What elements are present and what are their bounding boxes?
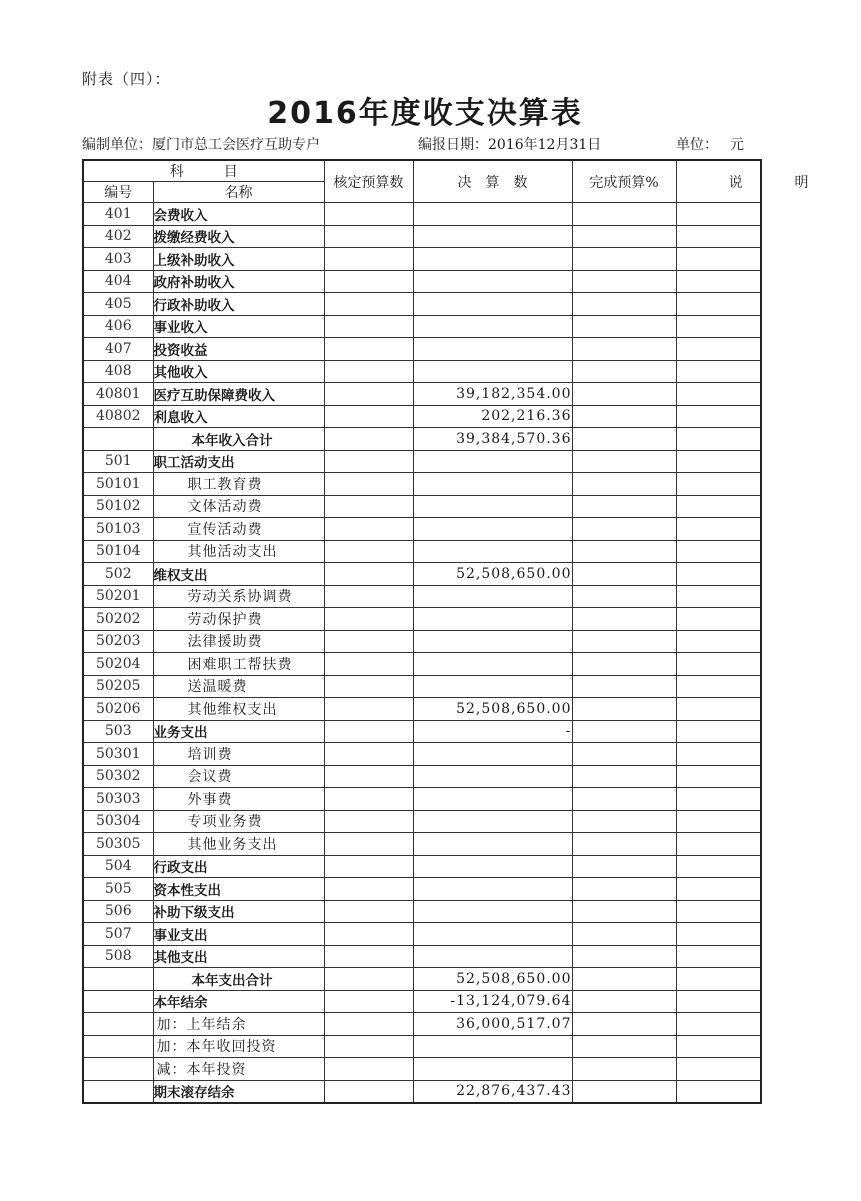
row-completion <box>572 833 676 856</box>
row-note <box>676 540 761 563</box>
row-final-amount: - <box>413 720 572 743</box>
row-note <box>676 563 761 586</box>
row-approved-budget <box>324 450 413 473</box>
table-row <box>83 405 761 428</box>
table-row <box>83 698 761 721</box>
row-code: 50203 <box>83 630 153 653</box>
row-code: 50206 <box>83 698 153 721</box>
table-row <box>83 968 761 991</box>
row-completion <box>572 383 676 406</box>
row-name: 外事费 <box>153 788 324 811</box>
row-final-amount <box>413 630 572 653</box>
row-final-amount <box>413 1058 572 1081</box>
row-code <box>83 1080 153 1103</box>
row-final-amount <box>413 315 572 338</box>
row-name: 政府补助收入 <box>153 270 324 293</box>
row-name: 加：本年收回投资 <box>153 1035 324 1058</box>
row-final-amount <box>413 855 572 878</box>
compiling-unit: 编制单位：厦门市总工会医疗互助专户 <box>82 137 320 153</box>
row-final-amount: 36,000,517.07 <box>413 1013 572 1036</box>
row-name: 行政支出 <box>153 855 324 878</box>
row-note <box>676 405 761 428</box>
row-note <box>676 788 761 811</box>
row-final-amount <box>413 360 572 383</box>
row-completion <box>572 855 676 878</box>
row-final-amount: 22,876,437.43 <box>413 1080 572 1103</box>
row-code: 405 <box>83 293 153 316</box>
row-completion <box>572 293 676 316</box>
row-final-amount <box>413 225 572 248</box>
table-row <box>83 675 761 698</box>
row-completion <box>572 630 676 653</box>
row-final-amount <box>413 270 572 293</box>
row-approved-budget <box>324 968 413 991</box>
row-note <box>676 450 761 473</box>
row-code: 50103 <box>83 518 153 541</box>
table-row <box>83 855 761 878</box>
table-row <box>83 248 761 271</box>
row-code <box>83 990 153 1013</box>
row-final-amount <box>413 338 572 361</box>
row-code: 507 <box>83 923 153 946</box>
table-row <box>83 1013 761 1036</box>
row-approved-budget <box>324 743 413 766</box>
row-final-amount <box>413 743 572 766</box>
row-approved-budget <box>324 563 413 586</box>
row-name: 期末滚存结余 <box>153 1080 324 1103</box>
table-row <box>83 765 761 788</box>
row-note <box>676 383 761 406</box>
row-code <box>83 1013 153 1036</box>
row-completion <box>572 540 676 563</box>
row-name: 送温暖费 <box>153 675 324 698</box>
row-note <box>676 315 761 338</box>
row-approved-budget <box>324 383 413 406</box>
row-code: 406 <box>83 315 153 338</box>
row-approved-budget <box>324 923 413 946</box>
table-row <box>83 225 761 248</box>
row-approved-budget <box>324 608 413 631</box>
row-code: 50304 <box>83 810 153 833</box>
table-row <box>83 923 761 946</box>
table-row <box>83 1035 761 1058</box>
row-completion <box>572 900 676 923</box>
row-completion <box>572 923 676 946</box>
note-header: 说明 <box>676 160 761 203</box>
row-name: 法律援助费 <box>153 630 324 653</box>
table-row <box>83 428 761 451</box>
row-code <box>83 1058 153 1081</box>
row-final-amount <box>413 765 572 788</box>
row-name: 加：上年结余 <box>153 1013 324 1036</box>
row-completion <box>572 1013 676 1036</box>
row-note <box>676 945 761 968</box>
row-note <box>676 608 761 631</box>
row-note <box>676 1035 761 1058</box>
table-row <box>83 945 761 968</box>
row-final-amount: -13,124,079.64 <box>413 990 572 1013</box>
row-approved-budget <box>324 1080 413 1103</box>
row-code: 50302 <box>83 765 153 788</box>
final-amount-header: 决算数 <box>413 160 572 203</box>
row-code: 508 <box>83 945 153 968</box>
row-code: 402 <box>83 225 153 248</box>
currency-unit-value: 元 <box>730 137 744 153</box>
row-note <box>676 675 761 698</box>
row-completion <box>572 878 676 901</box>
row-note <box>676 248 761 271</box>
row-completion <box>572 810 676 833</box>
row-approved-budget <box>324 765 413 788</box>
row-completion <box>572 1080 676 1103</box>
row-final-amount <box>413 608 572 631</box>
row-completion <box>572 518 676 541</box>
row-approved-budget <box>324 788 413 811</box>
table-row <box>83 383 761 406</box>
row-approved-budget <box>324 878 413 901</box>
row-name: 培训费 <box>153 743 324 766</box>
row-approved-budget <box>324 315 413 338</box>
currency-unit-label: 单位： <box>676 137 718 153</box>
row-code: 40802 <box>83 405 153 428</box>
row-note <box>676 1058 761 1081</box>
row-approved-budget <box>324 428 413 451</box>
row-code: 404 <box>83 270 153 293</box>
row-completion <box>572 428 676 451</box>
table-row <box>83 653 761 676</box>
row-name: 其他支出 <box>153 945 324 968</box>
row-completion <box>572 450 676 473</box>
table-row <box>83 1058 761 1081</box>
row-final-amount: 52,508,650.00 <box>413 698 572 721</box>
row-name: 本年结余 <box>153 990 324 1013</box>
name-header: 名称 <box>153 182 324 203</box>
row-approved-budget <box>324 495 413 518</box>
row-final-amount <box>413 293 572 316</box>
row-completion <box>572 315 676 338</box>
table-row <box>83 563 761 586</box>
row-final-amount <box>413 945 572 968</box>
row-code: 407 <box>83 338 153 361</box>
row-name: 补助下级支出 <box>153 900 324 923</box>
code-header: 编号 <box>83 182 153 203</box>
row-note <box>676 585 761 608</box>
row-name: 其他业务支出 <box>153 833 324 856</box>
row-note <box>676 720 761 743</box>
row-code: 408 <box>83 360 153 383</box>
row-code: 505 <box>83 878 153 901</box>
row-completion <box>572 203 676 226</box>
row-approved-budget <box>324 833 413 856</box>
report-date: 编报日期：2016年12月31日 <box>418 137 602 153</box>
row-note <box>676 518 761 541</box>
row-completion <box>572 743 676 766</box>
table-row <box>83 810 761 833</box>
row-approved-budget <box>324 630 413 653</box>
row-final-amount <box>413 878 572 901</box>
currency-unit <box>676 134 744 154</box>
row-name: 减：本年投资 <box>153 1058 324 1081</box>
row-approved-budget <box>324 518 413 541</box>
row-name: 维权支出 <box>153 563 324 586</box>
row-note <box>676 630 761 653</box>
row-note <box>676 1013 761 1036</box>
table-row <box>83 360 761 383</box>
row-completion <box>572 698 676 721</box>
row-name: 文体活动费 <box>153 495 324 518</box>
row-final-amount <box>413 653 572 676</box>
row-approved-budget <box>324 945 413 968</box>
row-note <box>676 360 761 383</box>
row-completion <box>572 270 676 293</box>
table-row <box>83 450 761 473</box>
table-row <box>83 495 761 518</box>
row-approved-budget <box>324 1058 413 1081</box>
row-final-amount <box>413 585 572 608</box>
row-final-amount <box>413 923 572 946</box>
table-row <box>83 473 761 496</box>
row-approved-budget <box>324 810 413 833</box>
row-approved-budget <box>324 270 413 293</box>
row-completion <box>572 338 676 361</box>
row-approved-budget <box>324 585 413 608</box>
row-final-amount <box>413 810 572 833</box>
row-approved-budget <box>324 990 413 1013</box>
table-row <box>83 585 761 608</box>
table-body <box>83 203 761 1104</box>
row-code: 50305 <box>83 833 153 856</box>
row-completion <box>572 563 676 586</box>
row-name: 事业收入 <box>153 315 324 338</box>
row-code: 40801 <box>83 383 153 406</box>
row-final-amount <box>413 518 572 541</box>
row-code: 50201 <box>83 585 153 608</box>
row-final-amount <box>413 833 572 856</box>
row-final-amount <box>413 675 572 698</box>
table-header <box>83 160 861 203</box>
completion-header: 完成预算% <box>572 160 676 203</box>
row-final-amount <box>413 203 572 226</box>
budget-table <box>82 159 861 1104</box>
row-name: 业务支出 <box>153 720 324 743</box>
row-note <box>676 270 761 293</box>
row-approved-budget <box>324 293 413 316</box>
row-name: 职工活动支出 <box>153 450 324 473</box>
row-name: 宣传活动费 <box>153 518 324 541</box>
row-completion <box>572 360 676 383</box>
row-approved-budget <box>324 360 413 383</box>
row-code: 401 <box>83 203 153 226</box>
row-name: 困难职工帮扶费 <box>153 653 324 676</box>
row-code <box>83 428 153 451</box>
row-final-amount: 52,508,650.00 <box>413 968 572 991</box>
page-title: 2016年度收支决算表 <box>267 96 583 131</box>
table-row <box>83 1080 761 1103</box>
table-row <box>83 788 761 811</box>
row-completion <box>572 765 676 788</box>
row-note <box>676 495 761 518</box>
approved-budget-header: 核定预算数 <box>324 160 413 203</box>
row-name: 医疗互助保障费收入 <box>153 383 324 406</box>
row-code: 502 <box>83 563 153 586</box>
row-note <box>676 878 761 901</box>
row-note <box>676 810 761 833</box>
row-approved-budget <box>324 473 413 496</box>
row-code: 50104 <box>83 540 153 563</box>
table-row <box>83 270 761 293</box>
row-completion <box>572 990 676 1013</box>
row-final-amount: 202,216.36 <box>413 405 572 428</box>
row-note <box>676 473 761 496</box>
row-completion <box>572 495 676 518</box>
subject-header: 科目 <box>83 160 324 182</box>
row-approved-budget <box>324 1013 413 1036</box>
row-note <box>676 1080 761 1103</box>
row-approved-budget <box>324 203 413 226</box>
row-completion <box>572 608 676 631</box>
row-final-amount <box>413 540 572 563</box>
row-note <box>676 428 761 451</box>
row-code: 403 <box>83 248 153 271</box>
row-code: 50303 <box>83 788 153 811</box>
row-code: 50301 <box>83 743 153 766</box>
row-note <box>676 225 761 248</box>
row-final-amount: 39,384,570.36 <box>413 428 572 451</box>
row-name: 其他维权支出 <box>153 698 324 721</box>
row-name: 本年收入合计 <box>153 428 324 451</box>
row-name: 利息收入 <box>153 405 324 428</box>
row-approved-budget <box>324 540 413 563</box>
table-row <box>83 540 761 563</box>
table-row <box>83 608 761 631</box>
row-name: 事业支出 <box>153 923 324 946</box>
row-approved-budget <box>324 653 413 676</box>
row-note <box>676 338 761 361</box>
row-completion <box>572 585 676 608</box>
row-name: 行政补助收入 <box>153 293 324 316</box>
row-final-amount: 39,182,354.00 <box>413 383 572 406</box>
row-completion <box>572 225 676 248</box>
row-name: 拨缴经费收入 <box>153 225 324 248</box>
table-row <box>83 990 761 1013</box>
row-completion <box>572 405 676 428</box>
row-note <box>676 653 761 676</box>
row-completion <box>572 653 676 676</box>
row-name: 其他活动支出 <box>153 540 324 563</box>
table-row <box>83 338 761 361</box>
row-approved-budget <box>324 900 413 923</box>
row-final-amount <box>413 495 572 518</box>
row-code: 50204 <box>83 653 153 676</box>
row-note <box>676 765 761 788</box>
row-name: 会费收入 <box>153 203 324 226</box>
table-row <box>83 315 761 338</box>
table-row <box>83 630 761 653</box>
row-note <box>676 293 761 316</box>
row-approved-budget <box>324 720 413 743</box>
row-completion <box>572 968 676 991</box>
row-code <box>83 968 153 991</box>
row-note <box>676 968 761 991</box>
row-final-amount <box>413 900 572 923</box>
row-code: 50202 <box>83 608 153 631</box>
row-name: 其他收入 <box>153 360 324 383</box>
row-name: 专项业务费 <box>153 810 324 833</box>
row-approved-budget <box>324 338 413 361</box>
row-approved-budget <box>324 698 413 721</box>
row-completion <box>572 945 676 968</box>
row-note <box>676 900 761 923</box>
row-completion <box>572 720 676 743</box>
row-completion <box>572 248 676 271</box>
table-row <box>83 833 761 856</box>
row-completion <box>572 788 676 811</box>
row-completion <box>572 1035 676 1058</box>
row-completion <box>572 675 676 698</box>
row-name: 职工教育费 <box>153 473 324 496</box>
row-name: 劳动关系协调费 <box>153 585 324 608</box>
row-code <box>83 1035 153 1058</box>
row-name: 投资收益 <box>153 338 324 361</box>
row-final-amount <box>413 788 572 811</box>
row-code: 503 <box>83 720 153 743</box>
table-row <box>83 900 761 923</box>
table-row <box>83 878 761 901</box>
row-approved-budget <box>324 248 413 271</box>
table-row <box>83 518 761 541</box>
row-completion <box>572 473 676 496</box>
row-note <box>676 923 761 946</box>
row-name: 上级补助收入 <box>153 248 324 271</box>
table-row <box>83 293 761 316</box>
appendix-label: 附表（四）： <box>82 70 171 88</box>
row-final-amount <box>413 1035 572 1058</box>
row-name: 资本性支出 <box>153 878 324 901</box>
row-code: 506 <box>83 900 153 923</box>
row-final-amount <box>413 473 572 496</box>
row-name: 本年支出合计 <box>153 968 324 991</box>
row-approved-budget <box>324 1035 413 1058</box>
row-note <box>676 203 761 226</box>
row-final-amount <box>413 248 572 271</box>
row-approved-budget <box>324 225 413 248</box>
row-final-amount <box>413 450 572 473</box>
row-note <box>676 990 761 1013</box>
table-row <box>83 203 761 226</box>
row-completion <box>572 1058 676 1081</box>
row-approved-budget <box>324 855 413 878</box>
row-note <box>676 855 761 878</box>
row-code: 504 <box>83 855 153 878</box>
row-note <box>676 743 761 766</box>
row-code: 50101 <box>83 473 153 496</box>
row-note <box>676 698 761 721</box>
row-approved-budget <box>324 675 413 698</box>
row-name: 会议费 <box>153 765 324 788</box>
table-row <box>83 743 761 766</box>
row-final-amount: 52,508,650.00 <box>413 563 572 586</box>
row-code: 50205 <box>83 675 153 698</box>
row-code: 501 <box>83 450 153 473</box>
row-code: 50102 <box>83 495 153 518</box>
row-note <box>676 833 761 856</box>
row-name: 劳动保护费 <box>153 608 324 631</box>
table-row <box>83 720 761 743</box>
row-approved-budget <box>324 405 413 428</box>
